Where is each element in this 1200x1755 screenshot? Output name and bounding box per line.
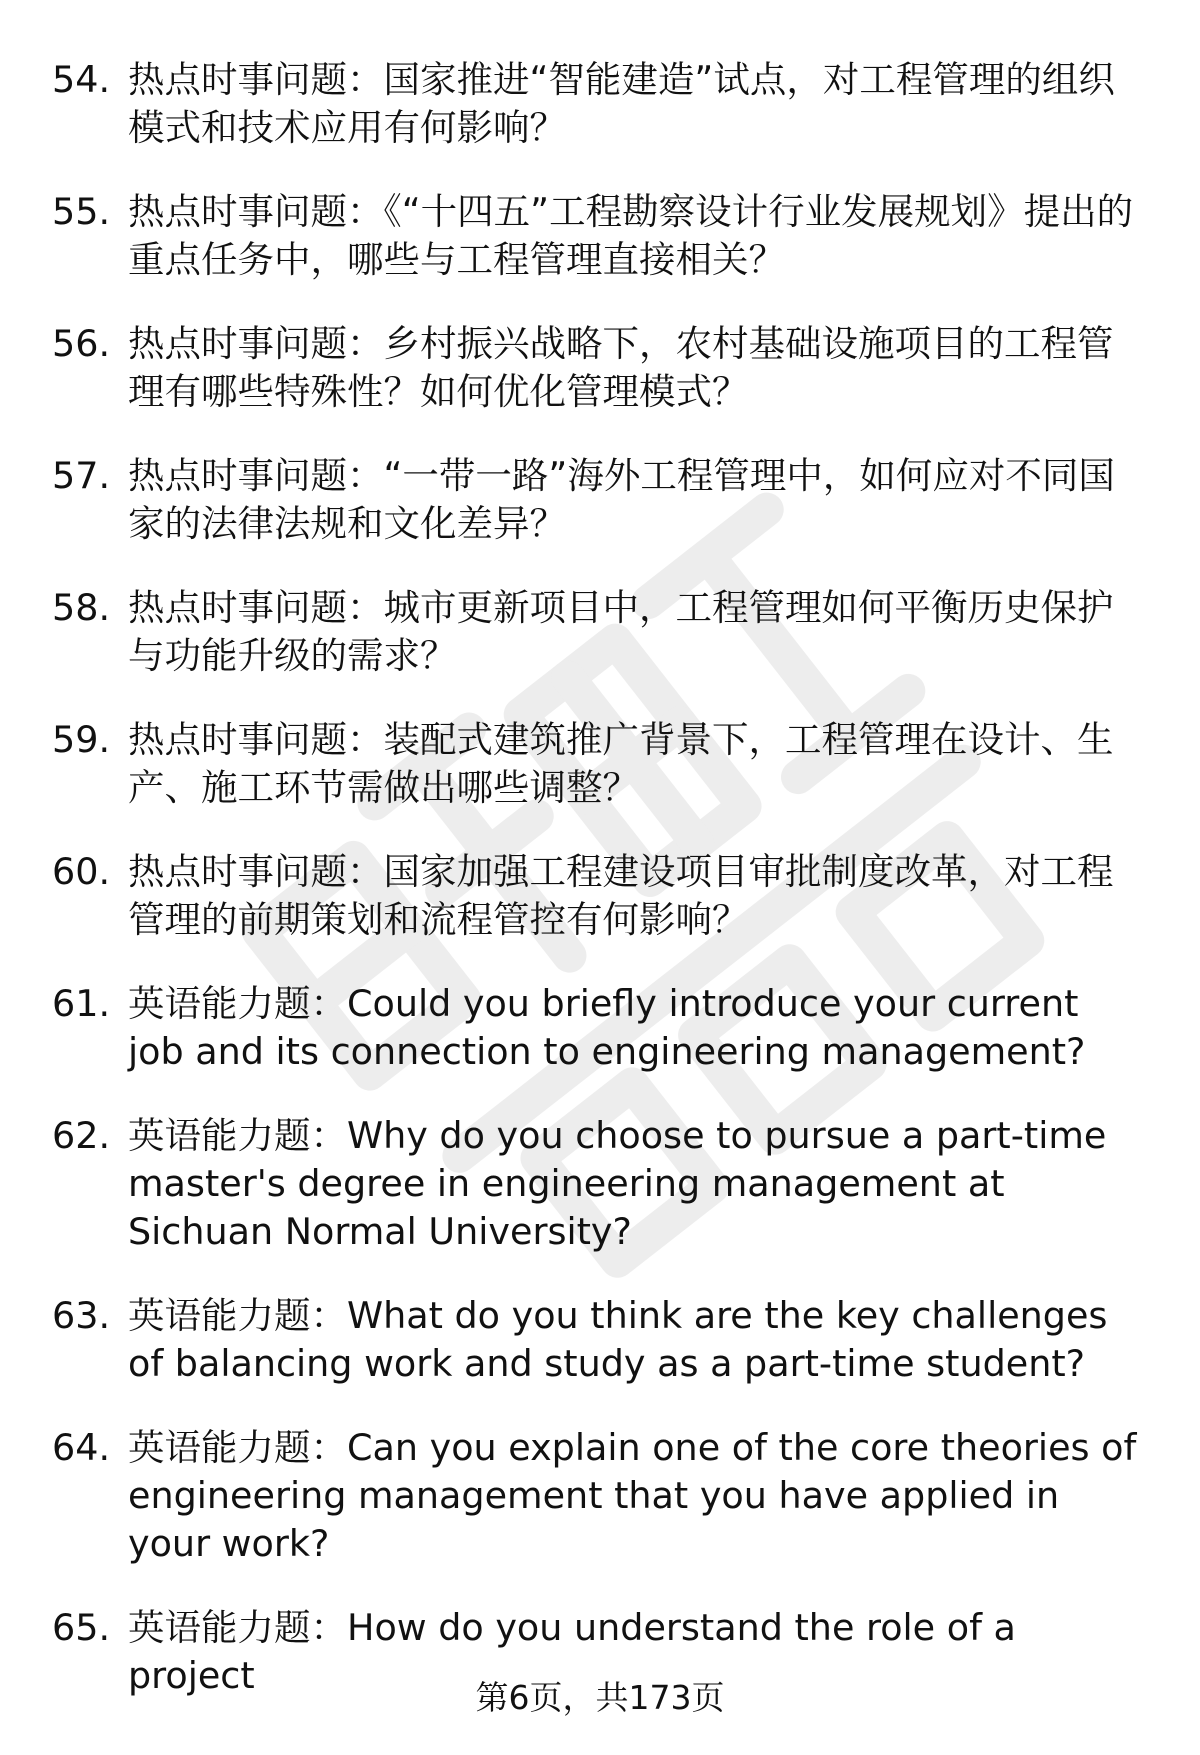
question-text: 英语能力题：Why do you choose to pursue a part-time master's degree in engineering management at Sichuan Normal University?: [128, 1114, 1107, 1253]
question-number: 64.: [52, 1426, 111, 1469]
question-number: 60.: [52, 850, 111, 893]
question-text: 英语能力题：What do you think are the key challenges of balancing work and study as a part-time student?: [128, 1294, 1108, 1385]
question-text: 英语能力题：How do you understand the role of a project: [128, 1606, 1016, 1697]
question-number: 55.: [52, 190, 111, 233]
list-item: [0, 320, 1200, 416]
list-item: [0, 1112, 1200, 1256]
question-number: 59.: [52, 718, 111, 761]
question-number: 56.: [52, 322, 111, 365]
question-text: 热点时事问题：国家加强工程建设项目审批制度改革，对工程管理的前期策划和流程管控有何影响？: [128, 850, 1114, 941]
list-item: [0, 980, 1200, 1076]
question-text: 热点时事问题：国家推进“智能建造”试点，对工程管理的组织模式和技术应用有何影响？: [128, 58, 1115, 149]
question-number: 54.: [52, 58, 111, 101]
list-item: [0, 584, 1200, 680]
question-number: 61.: [52, 982, 111, 1025]
question-number: 57.: [52, 454, 111, 497]
question-number: 65.: [52, 1606, 111, 1649]
question-text: 英语能力题：Can you explain one of the core theories of engineering management that you have applied in your work?: [128, 1426, 1137, 1565]
question-list: [0, 56, 1200, 1736]
list-item: [0, 188, 1200, 284]
list-item: [0, 1424, 1200, 1568]
question-number: 63.: [52, 1294, 111, 1337]
question-text: 热点时事问题：装配式建筑推广背景下，工程管理在设计、生产、施工环节需做出哪些调整？: [128, 718, 1114, 809]
question-text: 英语能力题：Could you briefly introduce your current job and its connection to engineering management?: [128, 982, 1086, 1073]
list-item: [0, 848, 1200, 944]
question-text: 热点时事问题：《“十四五”工程勘察设计行业发展规划》提出的重点任务中，哪些与工程管理直接相关？: [128, 190, 1134, 281]
question-text: 热点时事问题：“一带一路”海外工程管理中，如何应对不同国家的法律法规和文化差异？: [128, 454, 1115, 545]
list-item: [0, 1292, 1200, 1388]
list-item: [0, 452, 1200, 548]
question-number: 58.: [52, 586, 111, 629]
question-number: 62.: [52, 1114, 111, 1157]
list-item: [0, 56, 1200, 152]
question-text: 热点时事问题：乡村振兴战略下，农村基础设施项目的工程管理有哪些特殊性？如何优化管理模式？: [128, 322, 1114, 413]
list-item: [0, 716, 1200, 812]
question-text: 热点时事问题：城市更新项目中，工程管理如何平衡历史保护与功能升级的需求？: [128, 586, 1114, 677]
page-number-footer: 第6页，共173页: [475, 1678, 725, 1717]
